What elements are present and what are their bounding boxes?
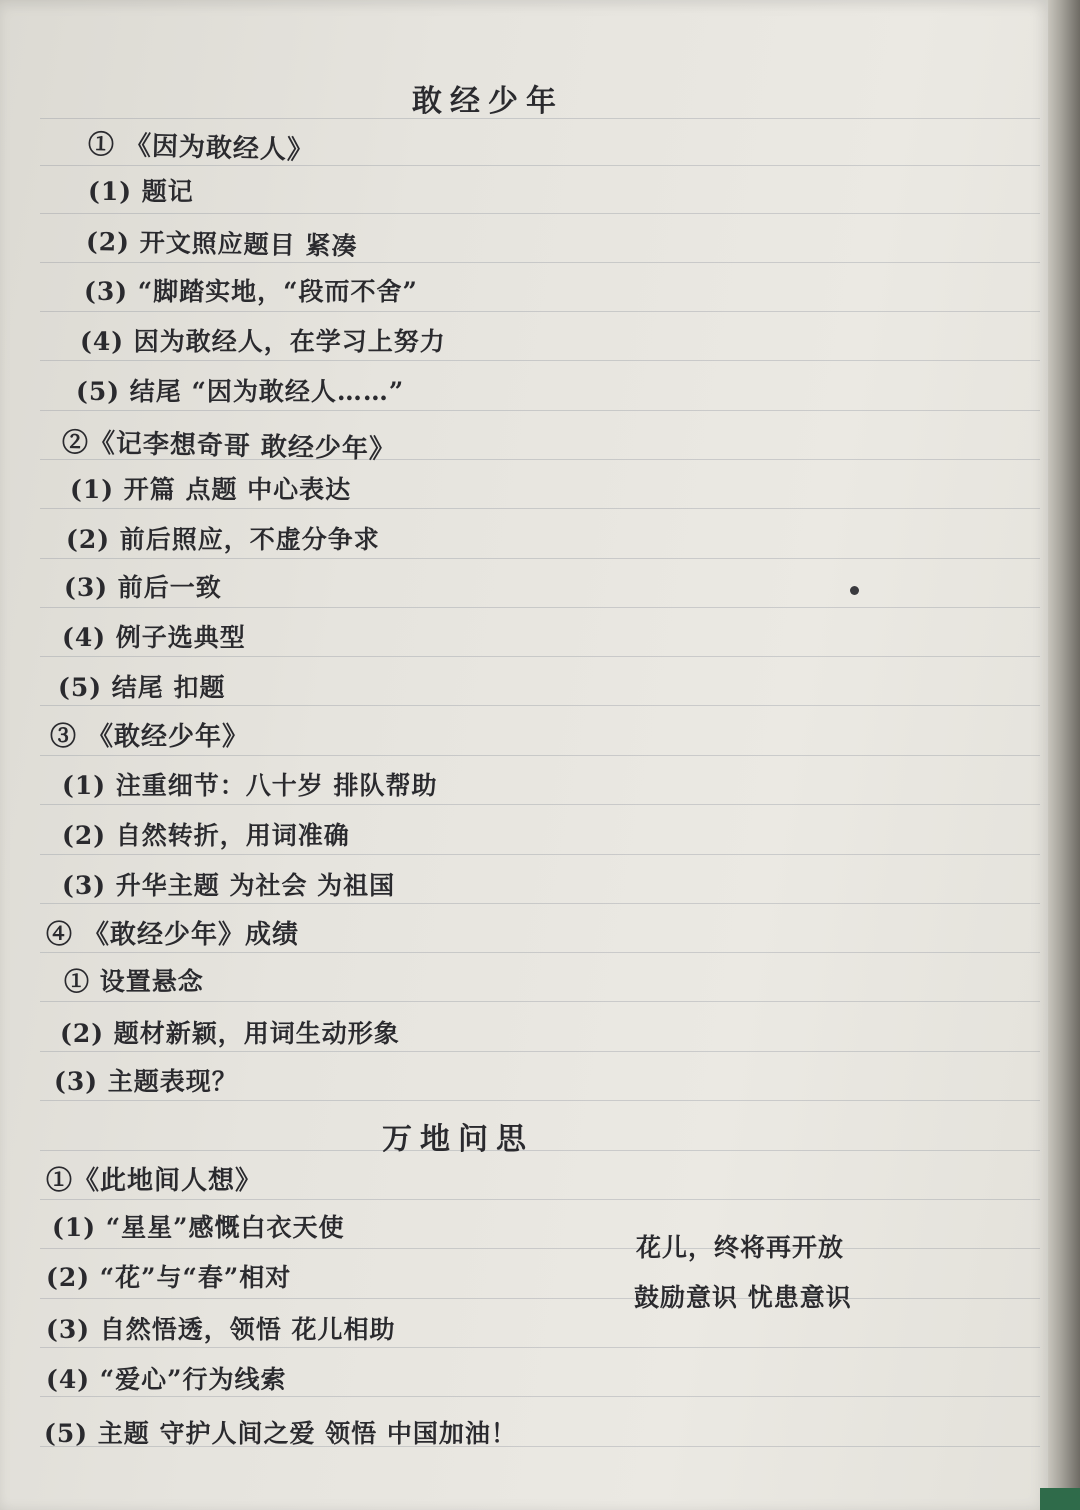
ruled-line — [40, 1347, 1040, 1348]
list-item: (2) 开文照应题目 紧凑 — [85, 227, 358, 261]
list-item: (4) 例子选典型 — [62, 623, 246, 652]
page-subtitle: 万地问思 — [382, 1122, 534, 1157]
list-item: (1) “星星”感慨白衣天使 — [52, 1213, 345, 1242]
ruled-line — [40, 755, 1040, 756]
ruled-line — [40, 1199, 1040, 1200]
ruled-line — [40, 508, 1040, 509]
ruled-line — [40, 165, 1040, 166]
ruled-line — [40, 705, 1040, 706]
ink-dot — [850, 586, 859, 595]
ruled-line — [40, 1150, 1040, 1151]
ruled-line — [40, 410, 1040, 411]
ruled-line — [40, 360, 1040, 361]
list-item: (5) 主题 守护人间之爱 领悟 中国加油！ — [44, 1419, 517, 1448]
list-item: (1) 注重细节：八十岁 排队帮助 — [62, 771, 438, 800]
ruled-line — [40, 1100, 1040, 1101]
notebook-cover-edge — [1040, 1488, 1080, 1510]
notebook-spine — [1048, 0, 1080, 1510]
ruled-line — [40, 262, 1040, 263]
ruled-line — [40, 804, 1040, 805]
ruled-line — [40, 854, 1040, 855]
ruled-line — [40, 1396, 1040, 1397]
list-item: (3) “脚踏实地，“段而不舍” — [84, 277, 418, 306]
page-title: 敢经少年 — [412, 84, 564, 119]
section-heading: ②《记李想奇哥 敢经少年》 — [61, 428, 397, 465]
side-note: 花儿，终将再开放 — [636, 1233, 845, 1262]
ruled-line — [40, 558, 1040, 559]
ruled-line — [40, 607, 1040, 608]
ruled-line — [40, 1051, 1040, 1052]
ruled-line — [40, 213, 1040, 214]
list-item: (5) 结尾 “因为敢经人……” — [76, 377, 405, 406]
list-item: (3) 前后一致 — [64, 573, 222, 602]
list-item: (3) 自然悟透，领悟 花儿相助 — [46, 1315, 396, 1344]
list-item: (2) “花”与“春”相对 — [46, 1263, 292, 1292]
ruled-line — [40, 1298, 1040, 1299]
list-item: (4) 因为敢经人，在学习上努力 — [80, 327, 446, 356]
list-item: (2) 自然转折，用词准确 — [62, 821, 350, 850]
ruled-line — [40, 1248, 1040, 1249]
list-item: (1) 题记 — [88, 177, 194, 206]
side-note: 鼓励意识 忧患意识 — [634, 1283, 852, 1312]
list-item: (4) “爱心”行为线索 — [46, 1365, 287, 1394]
list-item: ① 设置悬念 — [64, 967, 204, 996]
section-heading: ④ 《敢经少年》成绩 — [46, 920, 300, 950]
section-heading: ① 《因为敢经人》 — [87, 130, 315, 166]
list-item: (1) 开篇 点题 中心表达 — [70, 475, 352, 504]
ruled-line — [40, 903, 1040, 904]
section-heading: ③ 《敢经少年》 — [50, 722, 250, 752]
ruled-line — [40, 1001, 1040, 1002]
list-item: (2) 题材新颖，用词生动形象 — [60, 1019, 400, 1048]
section-heading: ①《此地间人想》 — [46, 1166, 263, 1196]
list-item: (2) 前后照应，不虚分争求 — [66, 525, 380, 554]
ruled-line — [40, 952, 1040, 953]
list-item: (5) 结尾 扣题 — [58, 673, 226, 702]
ruled-line — [40, 311, 1040, 312]
list-item: (3) 升华主题 为社会 为祖国 — [62, 871, 396, 900]
ruled-line — [40, 656, 1040, 657]
list-item: (3) 主题表现？ — [54, 1067, 238, 1096]
